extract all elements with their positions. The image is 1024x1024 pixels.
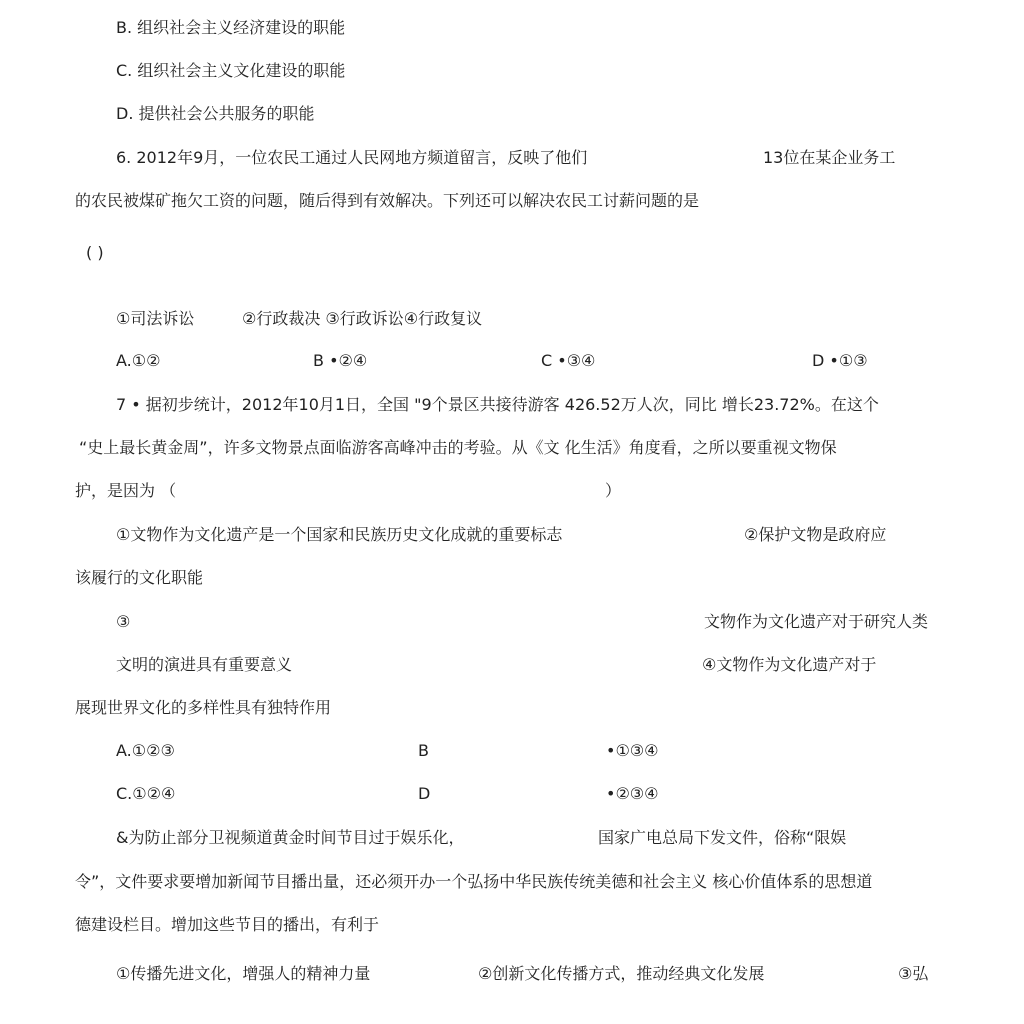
- q8-stem-line2: 令”，文件要求要增加新闻节目播出量，还必须开办一个弘扬中华民族传统美德和社会主义 核心价值体系的思想道: [75, 872, 873, 891]
- q7-item-3-end: 文明的演进具有重要意义: [116, 655, 293, 674]
- q6-items-2-4: ②行政裁决 ③行政诉讼④行政复议: [242, 309, 483, 328]
- q7-item-2-end: 该履行的文化职能: [75, 568, 204, 587]
- q7-item-3-number: ③: [116, 612, 131, 631]
- q6-answer-blank: ( ): [86, 243, 104, 262]
- q8-stem-line3: 德建设栏目。增加这些节目的播出，有利于: [75, 915, 380, 934]
- q6-stem-line1: 6. 2012年9月，一位农民工通过人民网地方频道留言，反映了他们: [116, 148, 588, 167]
- q5-option-d: D. 提供社会公共服务的职能: [116, 104, 315, 123]
- q7-option-d-letter: D: [418, 784, 431, 803]
- q7-item-2-start: ②保护文物是政府应: [744, 525, 887, 544]
- q7-stem-line1: 7 • 据初步统计，2012年10月1日，全国 "9个景区共接待游客 426.52万人次，同比 增长23.72%。在这个: [116, 395, 879, 414]
- q7-option-a: A.①②③: [116, 741, 175, 760]
- q7-option-b-letter: B: [418, 741, 429, 760]
- q7-option-c: C.①②④: [116, 784, 176, 803]
- q7-item-4-start: ④文物作为文化遗产对于: [702, 655, 877, 674]
- q6-option-b: B •②④: [313, 351, 368, 370]
- q6-item-1: ①司法诉讼: [116, 309, 195, 328]
- q7-stem-close-paren: ）: [605, 481, 622, 500]
- q6-option-d: D •①③: [812, 351, 868, 370]
- q8-item-3-start: ③弘: [898, 964, 929, 983]
- q6-stem-line2: 的农民被煤矿拖欠工资的问题，随后得到有效解决。下列还可以解决农民工讨薪问题的是: [75, 191, 700, 210]
- q6-stem-line1-tail: 13位在某企业务工: [763, 148, 896, 167]
- q7-item-1: ①文物作为文化遗产是一个国家和民族历史文化成就的重要标志: [116, 525, 563, 544]
- q8-stem-line1: &为防止部分卫视频道黄金时间节目过于娱乐化，: [116, 828, 465, 847]
- q8-item-2: ②创新文化传播方式，推动经典文化发展: [478, 964, 765, 983]
- q8-stem-line1-tail: 国家广电总局下发文件，俗称“限娱: [598, 828, 847, 847]
- q7-stem-line3: 护，是因为 （: [75, 481, 177, 500]
- q6-option-c: C •③④: [541, 351, 596, 370]
- q7-item-3-start: 文物作为文化遗产对于研究人类: [704, 612, 929, 631]
- q5-option-b: B. 组织社会主义经济建设的职能: [116, 18, 346, 37]
- q7-stem-line2: “史上最长黄金周”，许多文物景点面临游客高峰冲击的考验。从《文 化生活》角度看，之所以要重视文物保: [79, 438, 837, 457]
- q7-item-4-end: 展现世界文化的多样性具有独特作用: [75, 698, 332, 717]
- q8-item-1: ①传播先进文化，增强人的精神力量: [116, 964, 371, 983]
- q6-option-a: A.①②: [116, 351, 161, 370]
- q7-option-d-value: •②③④: [606, 784, 659, 803]
- q7-option-b-value: •①③④: [606, 741, 659, 760]
- q5-option-c: C. 组织社会主义文化建设的职能: [116, 61, 346, 80]
